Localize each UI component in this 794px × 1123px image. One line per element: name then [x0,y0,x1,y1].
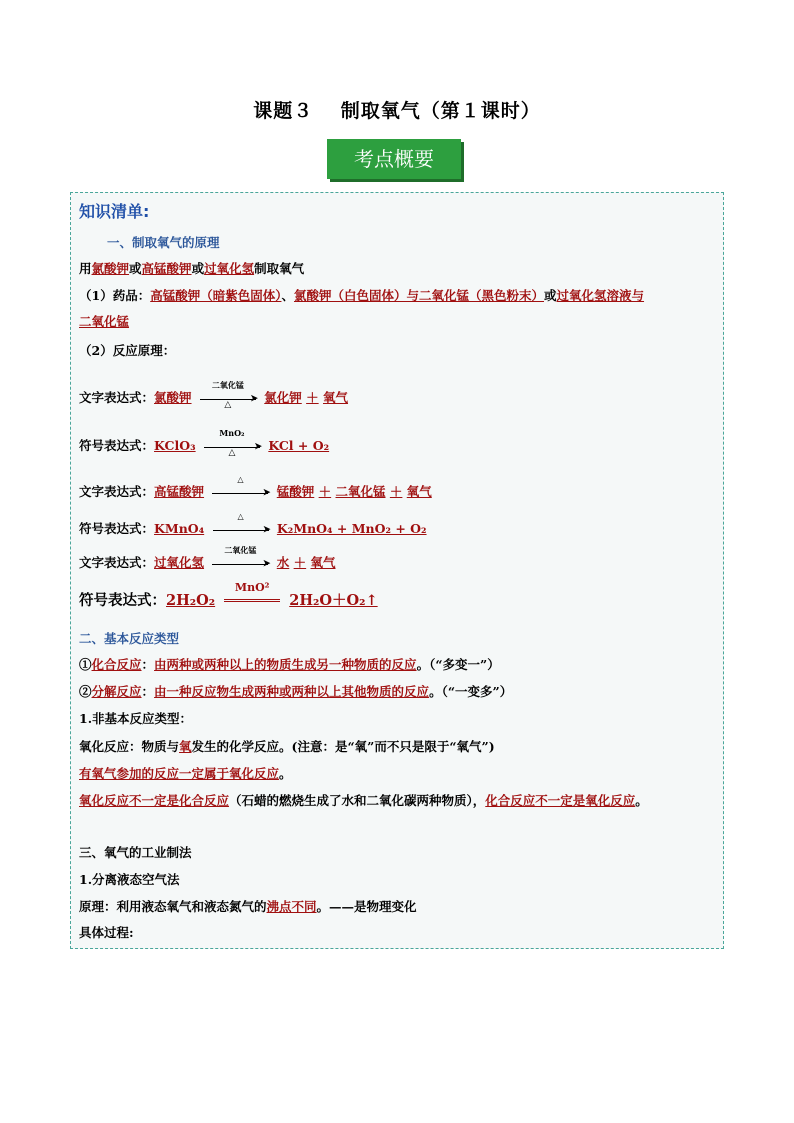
use-line: 用氯酸钾或高锰酸钾或过氧化氢制取氧气 [79,261,305,276]
decomposition-line: ②分解反应：由一种反应物生成两种或两种以上其他物质的反应。（“一变多”） [79,684,513,699]
page-title: 课题３ 制取氧气（第１课时） [253,100,541,122]
eq2-word: 文字表达式：高锰酸钾 △ ➤ 锰酸钾 ＋ 二氧化锰 ＋ 氧气 [79,473,432,499]
reaction-arrow: △ ➤ [212,486,268,500]
drugs-line: （1）药品：高锰酸钾（暗紫色固体）、氯酸钾（白色固体）与二氧化锰（黑色粉末）或过氧化氢溶液与 [79,288,645,303]
process-label: 具体过程: [79,925,134,940]
knowledge-heading: 知识清单: [79,202,150,221]
reaction-arrow: 二氧化锰 ➤ [212,557,268,571]
not-combination-line: 氧化反应不一定是化合反应（石蜡的燃烧生成了水和二氧化碳两种物质），化合反应不一定是氧化反应。 [79,793,648,808]
reaction-arrow: MnO₂ ➤ △ [204,440,260,454]
section-badge: 考点概要 [327,139,461,179]
reaction-arrow: 二氧化锰 ➤ △ [200,392,256,406]
eq1-symbol: 符号表达式：KClO₃ MnO₂ ➤ △ KCl + O₂ [79,427,330,458]
principle-label: （2）反应原理： [79,343,176,358]
eq3-word: 文字表达式：过氧化氢 二氧化锰 ➤ 水 ＋ 氧气 [79,544,336,570]
knowledge-box [70,192,724,949]
nonbasic-line: 1.非基本反应类型： [79,711,193,726]
oxygen-participation-line: 有氧气参加的反应一定属于氧化反应。 [79,766,292,781]
eq3-symbol: 符号表达式：2H₂O₂ MnO² 2H₂O＋O₂↑ [79,581,378,609]
drugs-line-cont: 二氧化锰 [79,314,130,329]
separation-method: 1.分离液态空气法 [79,872,180,887]
section-2-heading: 二、基本反应类型 [79,631,180,646]
eq1-word: 文字表达式：氯酸钾 二氧化锰 ➤ △ 氯化钾 ＋ 氧气 [79,379,349,410]
section-3-heading: 三、氧气的工业制法 [79,845,192,860]
oxidation-line: 氧化反应：物质与氧发生的化学反应。(注意：是“氧”而不只是限于“氧气”) [79,739,495,754]
reaction-arrow: MnO² [224,594,280,608]
separation-principle: 原理：利用液态氧气和液态氮气的沸点不同。——是物理变化 [79,899,417,914]
eq2-symbol: 符号表达式：KMnO₄ △ ➤ K₂MnO₄ + MnO₂ + O₂ [79,510,427,536]
combination-line: ①化合反应：由两种或两种以上的物质生成另一种物质的反应。（“多变一”） [79,657,500,672]
section-1-heading: 一、制取氧气的原理 [107,235,220,250]
reaction-arrow: △ ➤ [213,523,269,537]
